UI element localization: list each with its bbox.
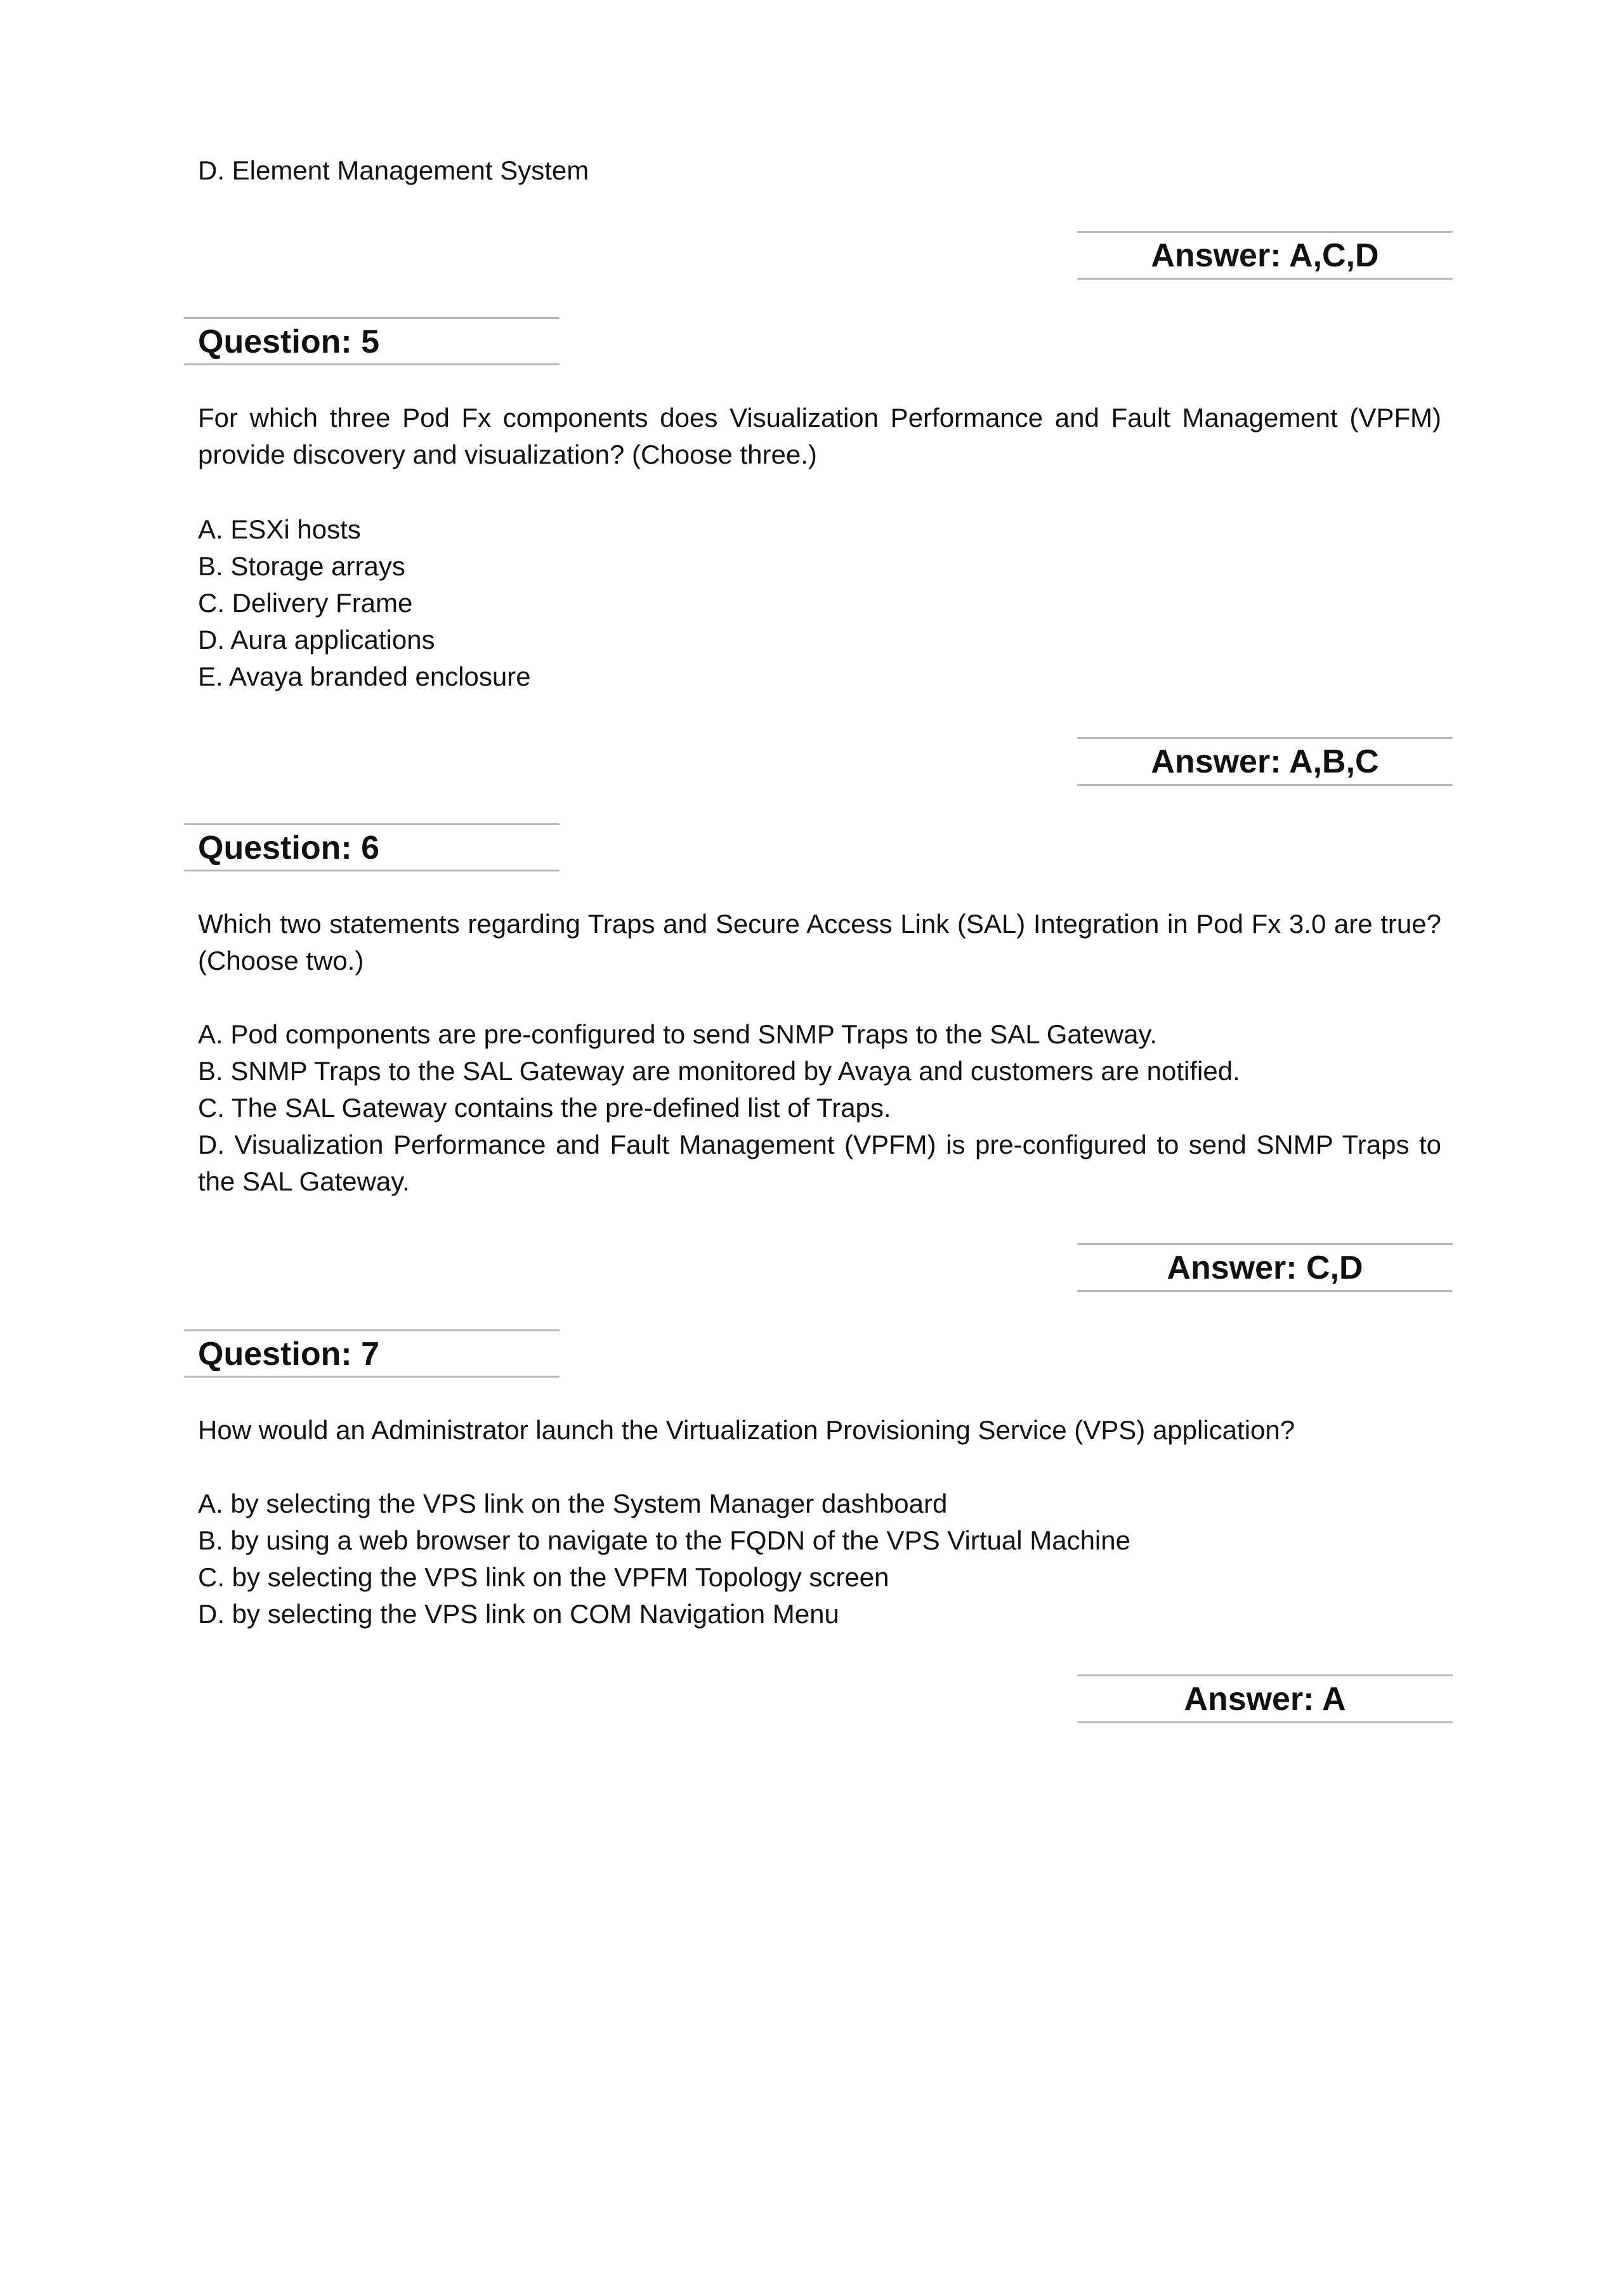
option-5b: B. Storage arrays xyxy=(198,551,405,581)
answer-box-q5 xyxy=(1077,737,1453,786)
question-text-7: How would an Administrator launch the Virtualization Provisioning Service (VPS) application? xyxy=(198,1415,1295,1445)
question-text-6: Which two statements regarding Traps and Secure Access Link (SAL) Integration in Pod Fx 3.0 are true? (Choose two.) xyxy=(198,909,1441,975)
answer-label: Answer: A xyxy=(1184,1681,1346,1718)
option-6d: D. Visualization Performance and Fault Management (VPFM) is pre-configured to send SNMP Traps to the SAL Gateway. xyxy=(198,1130,1441,1196)
option-6b: B. SNMP Traps to the SAL Gateway are monitored by Avaya and customers are notified. xyxy=(198,1056,1240,1086)
option-5c: C. Delivery Frame xyxy=(198,588,413,618)
option-7a: A. by selecting the VPS link on the System Manager dashboard xyxy=(198,1489,948,1518)
carryover-option: D. Element Management System xyxy=(198,155,589,185)
answer-label: Answer: A,C,D xyxy=(1151,237,1379,274)
option-5d: D. Aura applications xyxy=(198,625,435,655)
option-5a: A. ESXi hosts xyxy=(198,514,361,544)
option-6a: A. Pod components are pre-configured to send SNMP Traps to the SAL Gateway. xyxy=(198,1019,1158,1049)
answer-box-q7 xyxy=(1077,1674,1453,1723)
answer-box-q6 xyxy=(1077,1243,1453,1292)
option-7c: C. by selecting the VPS link on the VPFM Topology screen xyxy=(198,1562,889,1592)
question-title: Question: 5 xyxy=(198,323,380,360)
answer-box-q4 xyxy=(1077,231,1453,280)
question-heading-6 xyxy=(184,823,560,871)
answer-label: Answer: C,D xyxy=(1167,1249,1363,1286)
question-heading-5 xyxy=(184,317,560,365)
option-7d: D. by selecting the VPS link on COM Navigation Menu xyxy=(198,1599,839,1629)
question-text-5: For which three Pod Fx components does Visualization Performance and Fault Management (VPFM) provide discovery and visualization? (Choose three.) xyxy=(198,403,1441,469)
option-5e: E. Avaya branded enclosure xyxy=(198,662,531,691)
answer-label: Answer: A,B,C xyxy=(1151,743,1379,780)
question-title: Question: 7 xyxy=(198,1336,380,1373)
question-heading-7 xyxy=(184,1329,560,1378)
question-title: Question: 6 xyxy=(198,830,380,866)
option-6c: C. The SAL Gateway contains the pre-defined list of Traps. xyxy=(198,1093,891,1123)
option-7b: B. by using a web browser to navigate to the FQDN of the VPS Virtual Machine xyxy=(198,1525,1130,1555)
